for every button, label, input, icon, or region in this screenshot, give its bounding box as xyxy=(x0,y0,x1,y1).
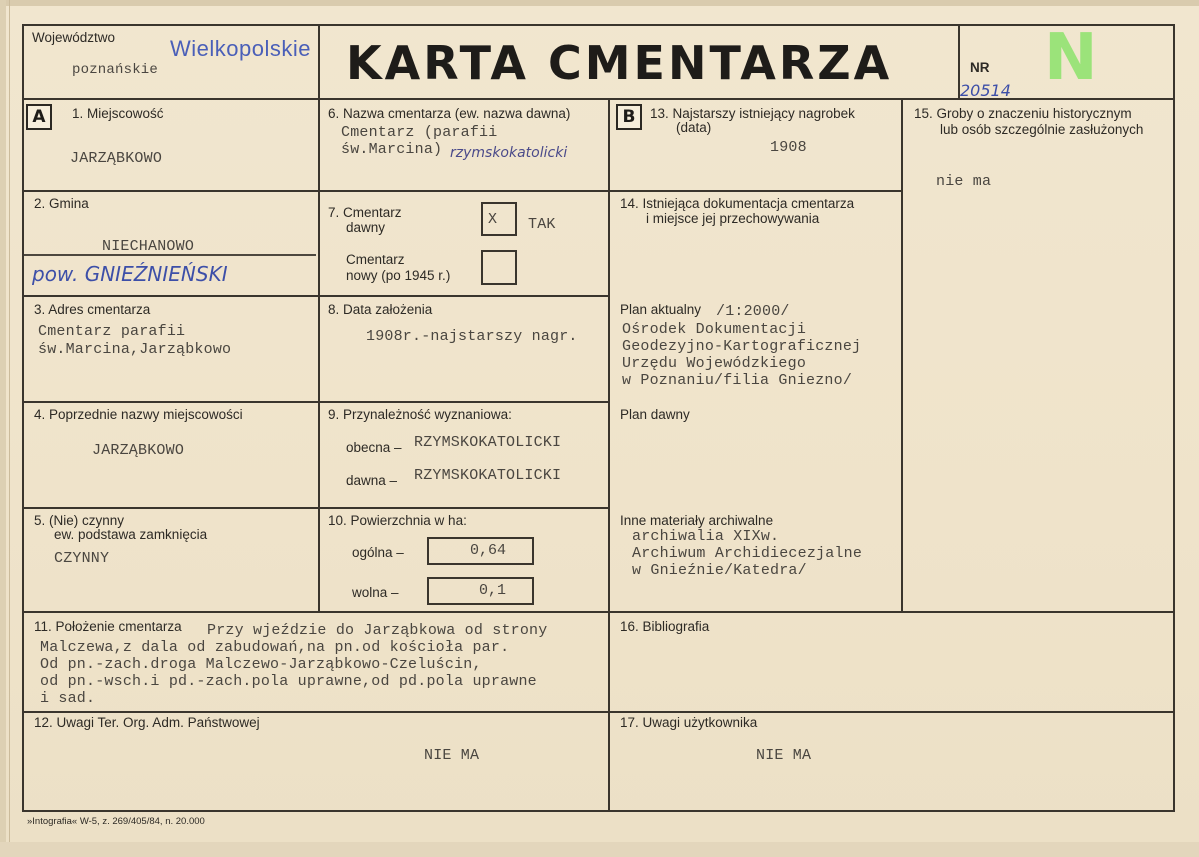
field-9-label: 9. Przynależność wyznaniowa: xyxy=(328,407,512,422)
ogolna-value-box: 0,64 xyxy=(427,537,534,565)
field-10-ogolna-label: ogólna – xyxy=(352,545,404,560)
plan-aktualny-value: /1:2000/ xyxy=(716,303,790,320)
field-15-value: nie ma xyxy=(936,173,992,190)
field-4-label: 4. Poprzednie nazwy miejscowości xyxy=(34,407,243,422)
field-6-line1: Cmentarz (parafii xyxy=(341,124,498,141)
field-6-handwritten: rzymskokatolicki xyxy=(450,145,568,161)
row-divider-a4 xyxy=(22,507,608,509)
row-divider-a1 xyxy=(22,190,608,192)
field-17-value: NIE MA xyxy=(756,747,812,764)
field-5-value: CZYNNY xyxy=(54,550,110,567)
field-10-wolna-label: wolna – xyxy=(352,585,399,600)
nr-value: 20514 xyxy=(960,81,1011,100)
region-stamp: Wielkopolskie xyxy=(170,36,311,61)
field-3-line2: św.Marcina,Jarząbkowo xyxy=(38,341,232,358)
row-divider-a6 xyxy=(22,711,1175,713)
field-4-value: JARZĄBKOWO xyxy=(92,442,185,459)
field-13-label-1: 13. Najstarszy istniejący nagrobek xyxy=(650,106,855,121)
field-11-line1: Przy wjeździe do Jarząbkowa od strony xyxy=(207,622,548,639)
paper-edge-top xyxy=(0,0,1199,6)
section-b-badge: B xyxy=(616,104,642,130)
doc-line-2: Geodezyjno-Kartograficznej xyxy=(622,338,862,355)
field-16-label: 16. Bibliografia xyxy=(620,619,710,634)
field-11-label: 11. Położenie cmentarza xyxy=(34,619,182,634)
wojewodztwo-value: poznańskie xyxy=(72,62,159,78)
wojewodztwo-label: Województwo xyxy=(32,30,116,45)
field-9-dawna-label: dawna – xyxy=(346,473,398,488)
field-7-dawny-label-2: dawny xyxy=(346,220,386,235)
row-divider-a2 xyxy=(22,295,608,297)
field-1-value: JARZĄBKOWO xyxy=(70,150,163,167)
doc-line-4: w Poznaniu/filia Gniezno/ xyxy=(622,372,853,389)
field-3-line1: Cmentarz parafii xyxy=(38,323,186,340)
field-11-line3: Od pn.-zach.droga Malczewo-Jarząbkowo-Czeluścin, xyxy=(40,656,482,673)
field-7-nowy-label-2: nowy (po 1945 r.) xyxy=(346,268,451,283)
column-divider-2 xyxy=(608,98,610,810)
field-2-value: NIECHANOWO xyxy=(102,238,195,255)
field-9-obecna-value: RZYMSKOKATOLICKI xyxy=(414,434,562,451)
section-a-badge: A xyxy=(26,104,52,130)
paper-edge-bottom xyxy=(0,842,1199,857)
doc-line-3: Urzędu Wojewódzkiego xyxy=(622,355,807,372)
field-11-line5: i sad. xyxy=(40,690,96,707)
wolna-value-box: 0,1 xyxy=(427,577,534,605)
header-divider-left xyxy=(318,24,320,98)
field-8-value: 1908r.-najstarszy nagr. xyxy=(366,328,578,345)
field-10-label: 10. Powierzchnia w ha: xyxy=(328,513,467,528)
field-15-label-2: lub osób szczególnie zasłużonych xyxy=(940,122,1144,137)
dawny-checkbox[interactable] xyxy=(481,202,517,236)
field-14-label-2: i miejsce jej przechowywania xyxy=(646,211,820,226)
field-1-label: 1. Miejscowość xyxy=(72,106,164,121)
field-12-value: NIE MA xyxy=(424,747,480,764)
column-divider-1 xyxy=(318,98,320,612)
field-9-dawna-value: RZYMSKOKATOLICKI xyxy=(414,467,562,484)
dawny-check-mark: X xyxy=(488,211,498,228)
inne-materialy-label: Inne materiały archiwalne xyxy=(620,513,774,528)
inne-line-3: w Gnieźnie/Katedra/ xyxy=(632,562,807,579)
field-11-line4: od pn.-wsch.i pd.-zach.pola uprawne,od pd.pola uprawne xyxy=(40,673,537,690)
green-mark: N xyxy=(1044,21,1098,95)
field-5-label-2: ew. podstawa zamknięcia xyxy=(54,527,208,542)
paper-edge-line xyxy=(9,0,10,857)
paper-edge-left xyxy=(0,0,6,857)
field-7-dawny-label-1: 7. Cmentarz xyxy=(328,205,402,220)
inne-line-1: archiwalia XIXw. xyxy=(632,528,780,545)
field-13-label-2: (data) xyxy=(676,120,712,135)
doc-line-1: Ośrodek Dokumentacji xyxy=(622,321,807,338)
field-2-label: 2. Gmina xyxy=(34,196,89,211)
field-11-line2: Malczewa,z dala od zabudowań,na pn.od kościoła par. xyxy=(40,639,510,656)
field-8-label: 8. Data założenia xyxy=(328,302,433,317)
page-title: KARTA CMENTARZA xyxy=(346,36,893,90)
nr-label: NR xyxy=(970,60,990,75)
row-divider-b1 xyxy=(608,190,901,192)
field-15-label-1: 15. Groby o znaczeniu historycznym xyxy=(914,106,1132,121)
field-5-label-1: 5. (Nie) czynny xyxy=(34,513,125,528)
field-9-obecna-label: obecna – xyxy=(346,440,402,455)
plan-aktualny-label: Plan aktualny xyxy=(620,302,702,317)
field-3-label: 3. Adres cmentarza xyxy=(34,302,151,317)
row-divider-a5 xyxy=(22,611,1175,613)
field-6-label: 6. Nazwa cmentarza (ew. nazwa dawna) xyxy=(328,106,571,121)
column-divider-3 xyxy=(901,98,903,612)
field-12-label: 12. Uwagi Ter. Org. Adm. Państwowej xyxy=(34,715,260,730)
print-footer: »Intografia« W-5, z. 269/405/84, n. 20.000 xyxy=(27,816,205,827)
dawny-tak: TAK xyxy=(528,216,556,233)
field-17-label: 17. Uwagi użytkownika xyxy=(620,715,758,730)
nowy-checkbox[interactable] xyxy=(481,250,517,285)
field-7-nowy-label-1: Cmentarz xyxy=(346,252,405,267)
field-14-label-1: 14. Istniejąca dokumentacja cmentarza xyxy=(620,196,855,211)
field-2-handwritten: pow. GNIEŹNIEŃSKI xyxy=(32,262,228,286)
field-13-value: 1908 xyxy=(770,139,807,156)
field-6-line2: św.Marcina) xyxy=(341,141,443,158)
inne-line-2: Archiwum Archidiecezjalne xyxy=(632,545,863,562)
row-divider-a3 xyxy=(22,401,608,403)
plan-dawny-label: Plan dawny xyxy=(620,407,690,422)
